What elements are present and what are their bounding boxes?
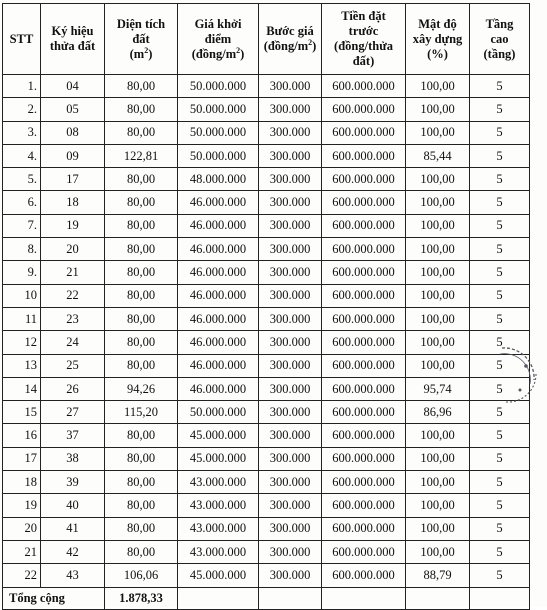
cell-mat-do: 100,00 — [406, 424, 470, 447]
header-row — [3, 4, 530, 75]
cell-tien-dat-truoc: 600.000.000 — [322, 494, 406, 517]
cell-mat-do: 100,00 — [406, 98, 470, 121]
cell-tien-dat-truoc: 600.000.000 — [322, 284, 406, 307]
header-tang-line-3: (tầng) — [483, 46, 516, 61]
cell-stt: 15 — [3, 401, 41, 424]
header-dien-tich — [105, 4, 178, 75]
cell-dien-tich: 80,00 — [105, 75, 178, 98]
header-gia-exp: 2 — [236, 45, 241, 55]
cell-tien-dat-truoc: 600.000.000 — [322, 564, 406, 587]
cell-tang-cao: 5 — [470, 238, 530, 261]
cell-ky-hieu: 05 — [41, 98, 105, 121]
header-gia-line-3 — [178, 47, 258, 62]
table-row — [3, 471, 530, 494]
table-row — [3, 401, 530, 424]
cell-mat-do: 95,74 — [406, 377, 470, 400]
cell-tien-dat-truoc: 600.000.000 — [322, 307, 406, 330]
cell-tang-cao: 5 — [470, 144, 530, 167]
cell-ky-hieu: 23 — [41, 307, 105, 330]
header-tien-line-1: Tiền đặt — [341, 9, 386, 23]
cell-ky-hieu: 41 — [41, 517, 105, 540]
table-footer — [3, 587, 530, 609]
cell-gia-khoi-diem: 46.000.000 — [178, 307, 259, 330]
header-dien-tich-exp: 2 — [144, 45, 149, 55]
table-row — [3, 168, 530, 191]
cell-tang-cao: 5 — [470, 447, 530, 470]
cell-tang-cao: 5 — [470, 377, 530, 400]
cell-tang-cao: 5 — [470, 331, 530, 354]
cell-gia-khoi-diem: 43.000.000 — [178, 517, 259, 540]
cell-tang-cao: 5 — [470, 98, 530, 121]
table-row — [3, 238, 530, 261]
total-empty-cell — [259, 587, 322, 609]
cell-dien-tich: 106,06 — [105, 564, 178, 587]
header-dien-tich-unit: (m — [129, 46, 145, 61]
cell-stt: 4. — [3, 144, 41, 167]
cell-tien-dat-truoc: 600.000.000 — [322, 144, 406, 167]
cell-ky-hieu: 09 — [41, 144, 105, 167]
table-row — [3, 98, 530, 121]
table-body — [3, 75, 530, 588]
table-row — [3, 121, 530, 144]
cell-dien-tich: 80,00 — [105, 354, 178, 377]
cell-gia-khoi-diem: 46.000.000 — [178, 261, 259, 284]
header-gia-unit: (đồng/m — [191, 46, 237, 61]
cell-gia-khoi-diem: 43.000.000 — [178, 540, 259, 563]
table-row — [3, 191, 530, 214]
cell-gia-khoi-diem: 46.000.000 — [178, 238, 259, 261]
cell-buoc-gia: 300.000 — [259, 168, 322, 191]
cell-mat-do: 100,00 — [406, 494, 470, 517]
cell-buoc-gia: 300.000 — [259, 214, 322, 237]
cell-mat-do: 100,00 — [406, 471, 470, 494]
cell-dien-tich: 80,00 — [105, 238, 178, 261]
cell-tien-dat-truoc: 600.000.000 — [322, 238, 406, 261]
cell-mat-do: 100,00 — [406, 284, 470, 307]
cell-buoc-gia: 300.000 — [259, 284, 322, 307]
cell-dien-tich: 80,00 — [105, 494, 178, 517]
header-buoc-gia — [259, 4, 322, 75]
cell-mat-do: 100,00 — [406, 168, 470, 191]
cell-tang-cao: 5 — [470, 494, 530, 517]
cell-tang-cao: 5 — [470, 564, 530, 587]
cell-tien-dat-truoc: 600.000.000 — [322, 121, 406, 144]
cell-buoc-gia: 300.000 — [259, 307, 322, 330]
table-row — [3, 284, 530, 307]
header-buoc-line-1: Bước giá — [266, 24, 314, 38]
cell-gia-khoi-diem: 48.000.000 — [178, 168, 259, 191]
cell-tien-dat-truoc: 600.000.000 — [322, 214, 406, 237]
cell-dien-tich: 80,00 — [105, 284, 178, 307]
cell-mat-do: 100,00 — [406, 307, 470, 330]
table-row — [3, 75, 530, 98]
cell-stt: 10 — [3, 284, 41, 307]
cell-tang-cao: 5 — [470, 168, 530, 191]
cell-tien-dat-truoc: 600.000.000 — [322, 354, 406, 377]
cell-tang-cao: 5 — [470, 121, 530, 144]
table-row — [3, 447, 530, 470]
total-empty-cell — [470, 587, 530, 609]
total-label: Tổng cộng — [3, 587, 105, 609]
cell-gia-khoi-diem: 50.000.000 — [178, 98, 259, 121]
cell-stt: 22 — [3, 564, 41, 587]
cell-gia-khoi-diem: 46.000.000 — [178, 214, 259, 237]
cell-gia-khoi-diem: 45.000.000 — [178, 447, 259, 470]
cell-tien-dat-truoc: 600.000.000 — [322, 401, 406, 424]
cell-dien-tich: 80,00 — [105, 517, 178, 540]
cell-ky-hieu: 38 — [41, 447, 105, 470]
header-dien-tich-line-2: đất — [132, 31, 150, 46]
cell-buoc-gia: 300.000 — [259, 354, 322, 377]
cell-stt: 12 — [3, 331, 41, 354]
cell-mat-do: 100,00 — [406, 540, 470, 563]
cell-stt: 18 — [3, 471, 41, 494]
cell-tien-dat-truoc: 600.000.000 — [322, 447, 406, 470]
cell-stt: 14 — [3, 377, 41, 400]
cell-mat-do: 86,96 — [406, 401, 470, 424]
cell-gia-khoi-diem: 50.000.000 — [178, 121, 259, 144]
cell-stt: 6. — [3, 191, 41, 214]
total-area: 1.878,33 — [105, 587, 178, 609]
cell-mat-do: 100,00 — [406, 121, 470, 144]
cell-stt: 20 — [3, 517, 41, 540]
header-stt-label: STT — [9, 31, 34, 46]
cell-mat-do: 100,00 — [406, 331, 470, 354]
header-buoc-close: ) — [312, 39, 317, 53]
cell-tang-cao: 5 — [470, 540, 530, 563]
cell-buoc-gia: 300.000 — [259, 517, 322, 540]
header-mat-do-line-3: (%) — [427, 46, 448, 61]
cell-dien-tich: 80,00 — [105, 331, 178, 354]
cell-dien-tich: 80,00 — [105, 168, 178, 191]
cell-stt: 8. — [3, 238, 41, 261]
header-mat-do — [406, 4, 470, 75]
table-row — [3, 424, 530, 447]
cell-buoc-gia: 300.000 — [259, 564, 322, 587]
cell-ky-hieu: 26 — [41, 377, 105, 400]
header-dien-tich-line-3 — [105, 47, 177, 62]
cell-gia-khoi-diem: 46.000.000 — [178, 331, 259, 354]
cell-mat-do: 100,00 — [406, 517, 470, 540]
cell-dien-tich: 80,00 — [105, 424, 178, 447]
cell-tien-dat-truoc: 600.000.000 — [322, 471, 406, 494]
table-row — [3, 354, 530, 377]
cell-buoc-gia: 300.000 — [259, 98, 322, 121]
cell-ky-hieu: 25 — [41, 354, 105, 377]
cell-gia-khoi-diem: 50.000.000 — [178, 144, 259, 167]
cell-buoc-gia: 300.000 — [259, 261, 322, 284]
header-buoc-unit: (đồng/m — [263, 39, 309, 53]
cell-dien-tich: 80,00 — [105, 121, 178, 144]
cell-dien-tich: 115,20 — [105, 401, 178, 424]
header-tang-line-1: Tầng — [485, 16, 514, 31]
cell-stt: 3. — [3, 121, 41, 144]
header-mat-do-line-2: xây dựng — [412, 31, 463, 46]
cell-dien-tich: 80,00 — [105, 98, 178, 121]
header-gia-line-1: Giá khởi — [194, 16, 242, 31]
cell-stt: 16 — [3, 424, 41, 447]
cell-tang-cao: 5 — [470, 75, 530, 98]
cell-mat-do: 100,00 — [406, 261, 470, 284]
header-gia-khoi-diem — [178, 4, 259, 75]
header-gia-line-2: điểm — [204, 31, 232, 46]
cell-ky-hieu: 08 — [41, 121, 105, 144]
cell-mat-do: 88,79 — [406, 564, 470, 587]
cell-stt: 5. — [3, 168, 41, 191]
cell-ky-hieu: 22 — [41, 284, 105, 307]
cell-tien-dat-truoc: 600.000.000 — [322, 517, 406, 540]
cell-tang-cao: 5 — [470, 401, 530, 424]
header-dien-tich-close: ) — [148, 46, 153, 61]
cell-buoc-gia: 300.000 — [259, 331, 322, 354]
cell-tien-dat-truoc: 600.000.000 — [322, 261, 406, 284]
cell-buoc-gia: 300.000 — [259, 121, 322, 144]
cell-buoc-gia: 300.000 — [259, 447, 322, 470]
header-tang-line-2: cao — [490, 31, 509, 46]
cell-ky-hieu: 42 — [41, 540, 105, 563]
table-row — [3, 377, 530, 400]
cell-buoc-gia: 300.000 — [259, 471, 322, 494]
cell-gia-khoi-diem: 43.000.000 — [178, 471, 259, 494]
cell-mat-do: 100,00 — [406, 75, 470, 98]
cell-dien-tich: 80,00 — [105, 191, 178, 214]
cell-buoc-gia: 300.000 — [259, 238, 322, 261]
cell-mat-do: 100,00 — [406, 354, 470, 377]
cell-dien-tich: 80,00 — [105, 447, 178, 470]
cell-tien-dat-truoc: 600.000.000 — [322, 377, 406, 400]
table-row — [3, 331, 530, 354]
cell-ky-hieu: 19 — [41, 214, 105, 237]
cell-buoc-gia: 300.000 — [259, 494, 322, 517]
cell-ky-hieu: 18 — [41, 191, 105, 214]
header-buoc-line-2 — [259, 39, 321, 54]
cell-buoc-gia: 300.000 — [259, 424, 322, 447]
cell-gia-khoi-diem: 46.000.000 — [178, 191, 259, 214]
cell-dien-tich: 80,00 — [105, 540, 178, 563]
cell-dien-tich: 122,81 — [105, 144, 178, 167]
cell-gia-khoi-diem: 46.000.000 — [178, 354, 259, 377]
cell-gia-khoi-diem: 46.000.000 — [178, 377, 259, 400]
header-dien-tich-line-1: Diện tích — [116, 16, 166, 31]
cell-tang-cao: 5 — [470, 261, 530, 284]
cell-gia-khoi-diem: 43.000.000 — [178, 494, 259, 517]
header-ky-hieu-line-1: Ký hiệu — [51, 24, 94, 38]
cell-dien-tich: 80,00 — [105, 214, 178, 237]
cell-tang-cao: 5 — [470, 517, 530, 540]
cell-ky-hieu: 20 — [41, 238, 105, 261]
table-row — [3, 144, 530, 167]
cell-buoc-gia: 300.000 — [259, 144, 322, 167]
header-tien-line-3: (đồng/thửa — [334, 39, 393, 53]
cell-dien-tich: 94,26 — [105, 377, 178, 400]
cell-tien-dat-truoc: 600.000.000 — [322, 191, 406, 214]
header-mat-do-line-1: Mật độ — [418, 16, 457, 31]
table-row — [3, 214, 530, 237]
header-tien-dat-truoc — [322, 4, 406, 75]
cell-mat-do: 100,00 — [406, 238, 470, 261]
cell-stt: 7. — [3, 214, 41, 237]
cell-tang-cao: 5 — [470, 307, 530, 330]
cell-mat-do: 100,00 — [406, 447, 470, 470]
header-buoc-exp: 2 — [308, 37, 313, 47]
cell-ky-hieu: 27 — [41, 401, 105, 424]
table-header — [3, 4, 530, 75]
cell-buoc-gia: 300.000 — [259, 540, 322, 563]
cell-mat-do: 100,00 — [406, 191, 470, 214]
cell-mat-do: 100,00 — [406, 214, 470, 237]
header-tien-line-2: trước — [348, 24, 379, 38]
cell-ky-hieu: 39 — [41, 471, 105, 494]
cell-tang-cao: 5 — [470, 424, 530, 447]
cell-buoc-gia: 300.000 — [259, 377, 322, 400]
table-row — [3, 494, 530, 517]
header-gia-close: ) — [240, 46, 245, 61]
cell-gia-khoi-diem: 46.000.000 — [178, 284, 259, 307]
cell-ky-hieu: 17 — [41, 168, 105, 191]
cell-stt: 17 — [3, 447, 41, 470]
total-empty-cell — [406, 587, 470, 609]
cell-ky-hieu: 04 — [41, 75, 105, 98]
cell-tien-dat-truoc: 600.000.000 — [322, 540, 406, 563]
cell-tien-dat-truoc: 600.000.000 — [322, 424, 406, 447]
cell-ky-hieu: 40 — [41, 494, 105, 517]
header-tang-cao — [470, 4, 530, 75]
cell-stt: 9. — [3, 261, 41, 284]
cell-gia-khoi-diem: 50.000.000 — [178, 401, 259, 424]
land-lot-table — [2, 3, 530, 610]
table-row — [3, 261, 530, 284]
cell-ky-hieu: 24 — [41, 331, 105, 354]
cell-tang-cao: 5 — [470, 214, 530, 237]
cell-tang-cao: 5 — [470, 191, 530, 214]
cell-mat-do: 85,44 — [406, 144, 470, 167]
cell-stt: 1. — [3, 75, 41, 98]
cell-stt: 2. — [3, 98, 41, 121]
cell-stt: 21 — [3, 540, 41, 563]
total-empty-cell — [322, 587, 406, 609]
cell-tien-dat-truoc: 600.000.000 — [322, 168, 406, 191]
cell-stt: 13 — [3, 354, 41, 377]
cell-dien-tich: 80,00 — [105, 307, 178, 330]
cell-ky-hieu: 43 — [41, 564, 105, 587]
cell-stt: 19 — [3, 494, 41, 517]
cell-tang-cao: 5 — [470, 471, 530, 494]
cell-tien-dat-truoc: 600.000.000 — [322, 331, 406, 354]
table-row — [3, 564, 530, 587]
cell-tang-cao: 5 — [470, 284, 530, 307]
cell-dien-tich: 80,00 — [105, 471, 178, 494]
table-row — [3, 540, 530, 563]
cell-ky-hieu: 21 — [41, 261, 105, 284]
cell-buoc-gia: 300.000 — [259, 401, 322, 424]
header-ky-hieu-line-2: thửa đất — [49, 39, 96, 53]
cell-ky-hieu: 37 — [41, 424, 105, 447]
header-stt — [3, 4, 41, 75]
table-row — [3, 517, 530, 540]
cell-tien-dat-truoc: 600.000.000 — [322, 75, 406, 98]
cell-buoc-gia: 300.000 — [259, 191, 322, 214]
cell-dien-tich: 80,00 — [105, 261, 178, 284]
cell-gia-khoi-diem: 45.000.000 — [178, 564, 259, 587]
cell-tang-cao: 5 — [470, 354, 530, 377]
cell-tien-dat-truoc: 600.000.000 — [322, 98, 406, 121]
header-tien-line-4: đất) — [352, 54, 375, 68]
total-empty-cell — [178, 587, 259, 609]
header-ky-hieu — [41, 4, 105, 75]
cell-gia-khoi-diem: 50.000.000 — [178, 75, 259, 98]
total-row — [3, 587, 530, 609]
cell-gia-khoi-diem: 45.000.000 — [178, 424, 259, 447]
cell-stt: 11 — [3, 307, 41, 330]
table-row — [3, 307, 530, 330]
cell-buoc-gia: 300.000 — [259, 75, 322, 98]
